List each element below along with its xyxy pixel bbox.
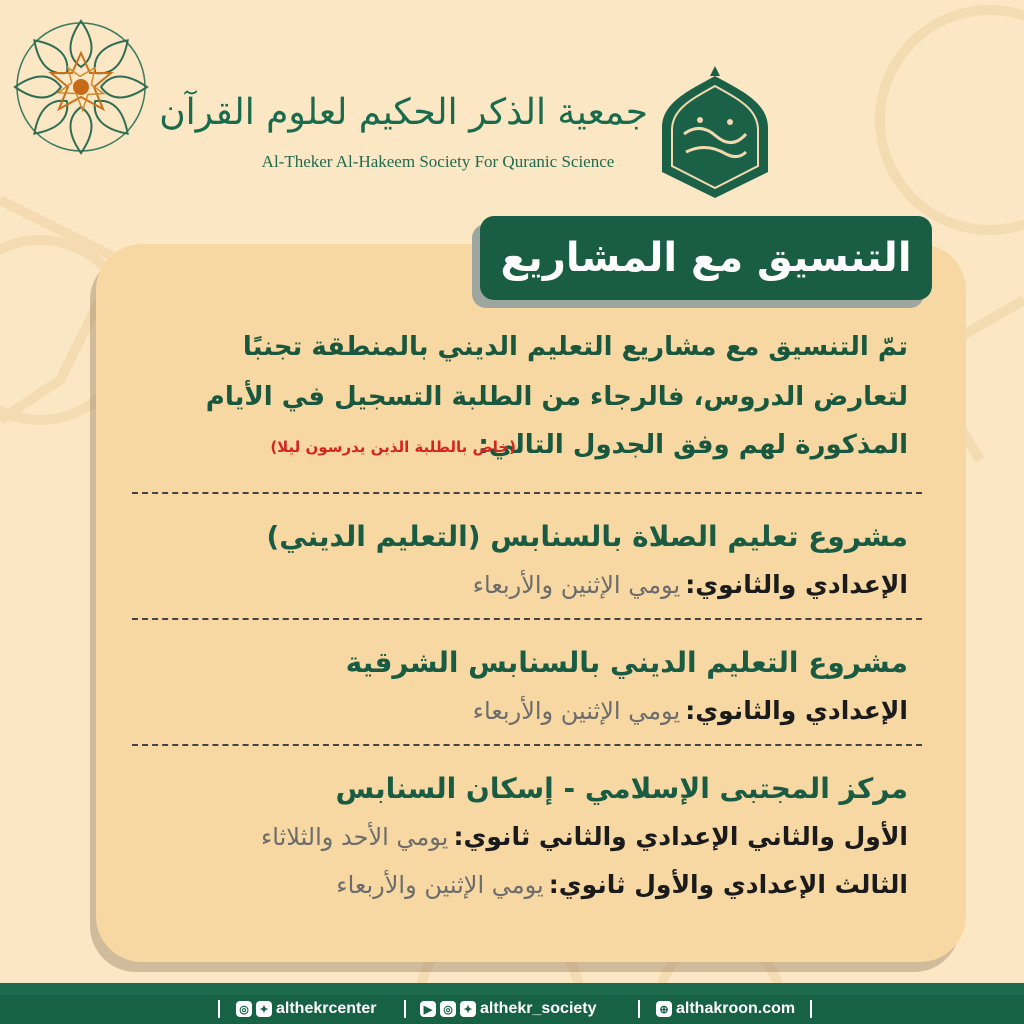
footer-separator [218, 1000, 220, 1018]
footer-separator [810, 1000, 812, 1018]
schedule-label: الإعدادي والثانوي: [685, 570, 908, 599]
intro-note: (خاص بالطلبة الذين يدرسون ليلا) [270, 438, 516, 456]
society-english-name: Al-Theker Al-Hakeem Society For Quranic Science [261, 152, 615, 171]
schedule-label: الثالث الإعدادي والأول ثانوي: [548, 870, 908, 899]
footer-handle-1[interactable] [236, 998, 377, 1020]
page-title: التنسيق مع المشاريع [480, 216, 932, 300]
schedule-row [261, 822, 908, 851]
instagram-icon: ◎ [236, 1001, 252, 1017]
youtube-icon: ▶ [420, 1001, 436, 1017]
footer-handle-2-text: althekr_society [480, 1000, 597, 1017]
star-ornament-icon [8, 14, 154, 160]
divider [132, 618, 922, 620]
twitter-icon: ✦ [256, 1001, 272, 1017]
schedule-row [473, 570, 908, 599]
section-title-3: مركز المجتبى الإسلامي - إسكان السنابس [335, 772, 908, 805]
intro-line-3: المذكورة لهم وفق الجدول التالي: [478, 430, 908, 460]
globe-icon: ⊕ [656, 1001, 672, 1017]
society-logo-icon [650, 62, 780, 202]
schedule-label: الإعدادي والثانوي: [685, 696, 908, 725]
intro-line-1: تمّ التنسيق مع مشاريع التعليم الديني بالمنطقة تجنبًا [242, 332, 908, 362]
schedule-days: يومي الأحد والثلاثاء [260, 823, 449, 851]
intro-line-2: لتعارض الدروس، فالرجاء من الطلبة التسجيل في الأيام [205, 382, 908, 412]
footer-separator [404, 1000, 406, 1018]
twitter-icon: ✦ [460, 1001, 476, 1017]
schedule-days: يومي الإثنين والأربعاء [336, 871, 544, 899]
footer-bar [0, 995, 1024, 1024]
card-content [96, 244, 966, 962]
footer-handle-1-text: althekrcenter [276, 1000, 377, 1017]
schedule-label: الأول والثاني الإعدادي والثاني ثانوي: [453, 822, 908, 851]
divider [132, 744, 922, 746]
footer-accent-line [0, 983, 1024, 995]
divider [132, 492, 922, 494]
footer-separator [638, 1000, 640, 1018]
schedule-days: يومي الإثنين والأربعاء [472, 571, 681, 599]
schedule-days: يومي الإثنين والأربعاء [472, 697, 681, 725]
footer-handle-2[interactable] [420, 998, 597, 1020]
section-title-2: مشروع التعليم الديني بالسنابس الشرقية [345, 646, 908, 679]
society-arabic-name: جمعية الذكر الحكيم لعلوم القرآن [159, 92, 648, 133]
instagram-icon: ◎ [440, 1001, 456, 1017]
schedule-row [473, 696, 908, 725]
footer-website-text: althakroon.com [676, 1000, 796, 1017]
section-title-1: مشروع تعليم الصلاة بالسنابس (التعليم الديني) [266, 520, 908, 553]
schedule-row [336, 870, 908, 899]
footer-website[interactable] [656, 998, 795, 1020]
